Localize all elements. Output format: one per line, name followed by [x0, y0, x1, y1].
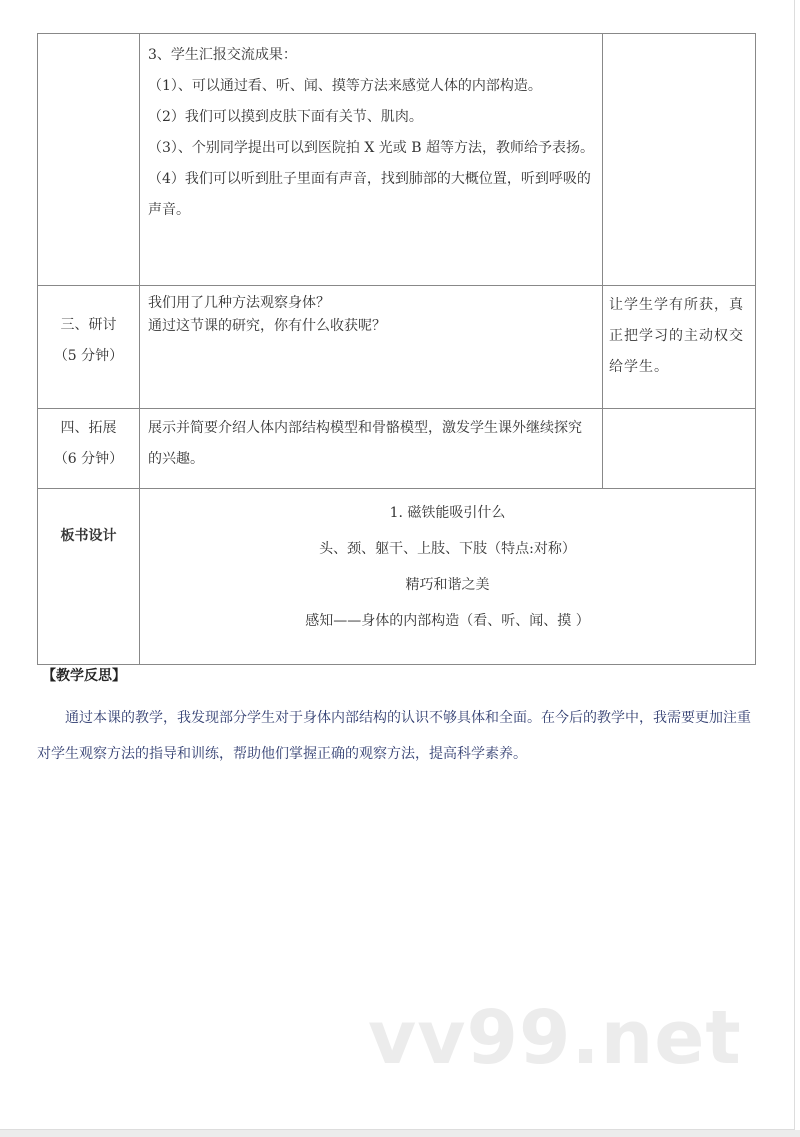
stage-title: 四、拓展 — [60, 420, 117, 436]
page-bottom-edge — [0, 1130, 800, 1137]
stage-title: 三、研讨 — [60, 317, 117, 333]
report-line-3: （3）、个别同学提出可以到医院拍 X 光或 B 超等方法，教师给予表扬。 — [148, 140, 594, 156]
board-design-cell — [140, 489, 756, 665]
stage-cell-board — [38, 489, 140, 665]
discuss-line-1: 通过这节课的研究，你有什么收获呢？ — [148, 318, 386, 334]
stage-cell-empty — [38, 34, 140, 286]
report-line-1: （1）、可以通过看、听、闻、摸等方法来感觉人体的内部构造。 — [148, 78, 542, 94]
board-line-1: 头、颈、躯干、上肢、下肢（特点:对称） — [319, 541, 576, 557]
content-cell-report — [140, 34, 603, 286]
board-line-0: 1. 磁铁能吸引什么 — [389, 505, 506, 521]
reflection-body: 通过本课的教学，我发现部分学生对于身体内部结构的认识不够具体和全面。在今后的教学中，我需要更加注重对学生观察方法的指导和训练，帮助他们掌握正确的观察方法，提高科学素养。 — [37, 710, 751, 762]
discuss-line-0: 我们用了几种方法观察身体？ — [148, 295, 330, 311]
table-row-discuss — [38, 286, 756, 409]
reflection-title: 【教学反思】 — [42, 668, 126, 684]
report-line-4: （4）我们可以听到肚子里面有声音，找到肺部的大概位置，听到呼吸的声音。 — [148, 171, 591, 218]
note-cell-discuss: 让学生学有所获，真正把学习的主动权交给学生。 — [603, 286, 756, 409]
table-row-report — [38, 34, 756, 286]
stage-time: （5 分钟） — [53, 348, 124, 364]
watermark-text: vv99.net — [368, 995, 742, 1081]
stage-cell-extend — [38, 409, 140, 489]
report-line-0: 3、学生汇报交流成果： — [148, 47, 297, 63]
table-row-board — [38, 489, 756, 665]
board-line-3: 感知——身体的内部构造（看、听、闻、摸 ） — [305, 613, 590, 629]
report-line-2: （2）我们可以摸到皮肤下面有关节、肌肉。 — [148, 109, 423, 125]
board-line-2: 精巧和谐之美 — [405, 577, 490, 593]
table-row-extend — [38, 409, 756, 489]
stage-time: （6 分钟） — [53, 451, 124, 467]
lesson-plan-table — [37, 33, 756, 665]
content-cell-extend — [140, 409, 603, 489]
note-cell-empty — [603, 34, 756, 286]
stage-cell-discuss — [38, 286, 140, 409]
extend-line-0: 展示并简要介绍人体内部结构模型和骨骼模型，激发学生课外继续探究的兴趣。 — [148, 420, 582, 467]
stage-title: 板书设计 — [60, 528, 117, 544]
content-cell-discuss — [140, 286, 603, 409]
note-cell-empty — [603, 409, 756, 489]
